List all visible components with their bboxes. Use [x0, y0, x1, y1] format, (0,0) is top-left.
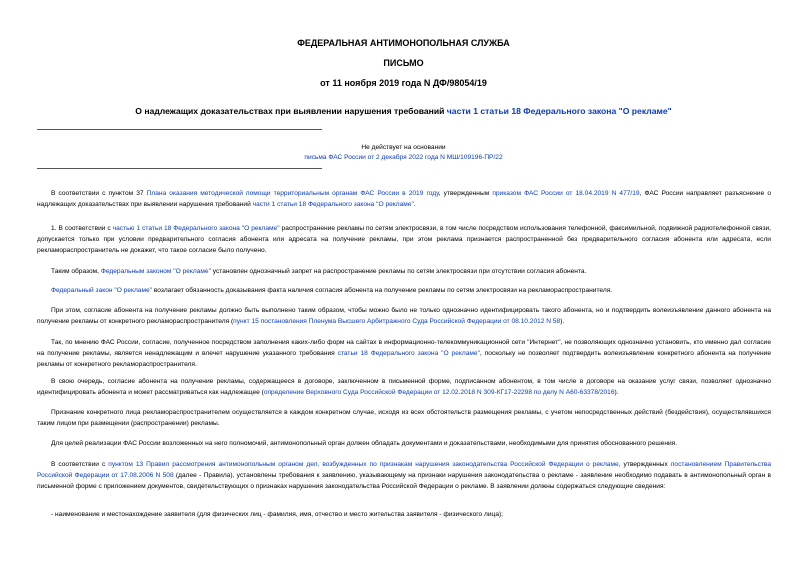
p11-text-1: - наименование и местонахождение заявителя (для физических лиц - фамилия, имя, отчество и место жительства заявителя - физического лица); [51, 511, 504, 518]
p10-text-1: В соответствии с [51, 461, 109, 468]
paragraph-11 [37, 509, 771, 520]
doc-type: ПИСЬМО [383, 58, 424, 68]
status-note-line: Не действует на основании [361, 144, 446, 151]
p1-order-link[interactable]: приказом ФАС России от 18.04.2019 N 477/19 [492, 190, 640, 197]
p3-text-2: установлен однозначный запрет на распространение рекламы по сетям электросвязи при отсутствии согласия абонента. [210, 268, 587, 275]
document-subject [40, 106, 767, 116]
paragraph-6 [37, 337, 771, 370]
p5-text-1: При этом, согласие абонента на получение рекламы должно быть выполнено таким образом, чтобы можно было не только однозначно идентифицировать такого абонента, но и подтвердить волеизъявление данного абонента на получение рекламы от конкретного рекламораспространителя ( [37, 307, 771, 325]
p2-law-link[interactable]: частью 1 статьи 18 Федерального закона "О рекламе" [112, 225, 280, 232]
p7-text-1: В свою очередь, согласие абонента на получение рекламы, содержащееся в договоре, заключенном в письменной форме, подписанном абонентом, в том числе в договоре на оказание услуг связи, позволяет однозначно идентифицировать абонента и может рассматриваться как надлежащее ( [37, 378, 771, 396]
p4-law-link[interactable]: Федеральный закон "О рекламе" [51, 287, 153, 294]
p7-text-2: ). [614, 389, 619, 396]
p5-plenum-link[interactable]: пункт 15 постановления Пленума Высшего Арбитражного Суда Российской Федерации от 08.10.2012 N 58 [233, 318, 561, 325]
paragraph-9 [37, 438, 771, 449]
p10-decree-link[interactable]: постановлением Правительства Российской Федерации от 17.08.2006 N 508 [37, 461, 772, 479]
p1-law-link[interactable]: части 1 статьи 18 Федерального закона "О рекламе" [252, 201, 414, 208]
status-note-link[interactable]: письма ФАС России от 2 декабря 2022 года N МШ/109196-ПР/22 [304, 154, 503, 161]
p6-text-2: , поскольку не позволяет подтвердить волеизъявление конкретного абонента на получение рекламы от конкретного рекламораспространителя. [37, 350, 771, 368]
divider-bottom [37, 168, 322, 169]
paragraph-8 [37, 407, 771, 429]
paragraph-3 [37, 266, 771, 277]
p1-text-4: . [413, 201, 416, 208]
subject-text: О надлежащих доказательствах при выявлении нарушения требований [135, 106, 447, 116]
p2-text-2: распространение рекламы по сетям электросвязи, в том числе посредством использования телефонной, факсимильной, подвижной радиотелефонной связи, допускается только при условии предварительного согласия абонента или адресата на получение рекламы, при этом реклама признается распространенной без предварительного согласия абонента или адресата, если рекламораспространитель не докажет, что такое согласие было получено. [37, 225, 771, 254]
divider-top [37, 129, 322, 130]
p4-text-1: возлагает обязанность доказывания факта наличия согласия абонента на получение рекламы по сетям электросвязи на рекламораспространителя. [152, 287, 613, 294]
p1-text-1: В соответствии с пунктом 37 [51, 190, 147, 197]
p1-plan-link[interactable]: Плана оказания методической помощи территориальным органам ФАС России в 2019 году [146, 190, 439, 197]
p3-law-link[interactable]: Федеральным законом "О рекламе" [100, 268, 211, 275]
p7-court-link[interactable]: определение Верховного Суда Российской Федерации от 12.02.2018 N 309-КГ17-22298 по делу N А60-63378/2016 [263, 389, 615, 396]
doc-date-number: от 11 ноября 2019 года N ДФ/98054/19 [320, 78, 487, 88]
p6-text-1: Так, по мнению ФАС России, согласие, полученное посредством заполнения каких-либо форм на сайтах в информационно-телекоммуникационной сети "Интернет", не позволяющих однозначно установить, кто именно дал согласие на получение рекламы, является ненадлежащим и влечет нарушение указанного требования [37, 339, 771, 357]
p6-law-link[interactable]: статьи 18 Федерального закона "О рекламе" [337, 350, 480, 357]
p1-text-3: , ФАС России направляет разъяснение о надлежащих доказательствах при выявлении нарушения требований [37, 190, 771, 208]
paragraph-10 [37, 459, 771, 492]
p9-text-1: Для целей реализации ФАС России возложенных на него полномочий, антимонопольный орган должен обладать документами и доказательствами, необходимыми для принятия обоснованного решения. [51, 440, 678, 447]
p10-text-3: (далее - Правила), установлены требования к заявлению, указывающему на признаки нарушения законодательства о рекламе - заявление необходимо подавать в антимонопольный орган в письменной форме с приложением документов, свидетельствующих о признаках нарушения законодательства Российской Федерации о рекламе. В заявлении должны содержаться следующие сведения: [37, 472, 771, 490]
paragraph-1 [37, 188, 771, 210]
p10-text-2: , утвержденных [618, 461, 671, 468]
p1-text-2: , утвержденным [438, 190, 493, 197]
p2-text-1: 1. В соответствии с [51, 225, 113, 232]
p8-text-1: Признание конкретного лица рекламораспространителем осуществляется в каждом конкретном случае, исходя из всех обстоятельств размещения рекламы, с учетом непосредственных действий (бездействия), осуществлявшихся таким лицом при размещении (распространении) рекламы. [37, 409, 771, 427]
paragraph-5 [37, 305, 771, 327]
paragraph-7 [37, 376, 771, 398]
p5-text-2: ). [560, 318, 565, 325]
p10-rules-link[interactable]: пунктом 13 Правил рассмотрения антимонопольным органом дел, возбужденных по признакам нарушения законодательства Российской Федерации о рекламе [108, 461, 619, 468]
org-name: ФЕДЕРАЛЬНАЯ АНТИМОНОПОЛЬНАЯ СЛУЖБА [297, 38, 510, 48]
paragraph-4 [37, 285, 771, 296]
p3-text-1: Таким образом, [51, 268, 101, 275]
paragraph-2 [37, 223, 771, 256]
subject-law-link[interactable]: части 1 статьи 18 Федерального закона "О рекламе" [446, 106, 672, 116]
